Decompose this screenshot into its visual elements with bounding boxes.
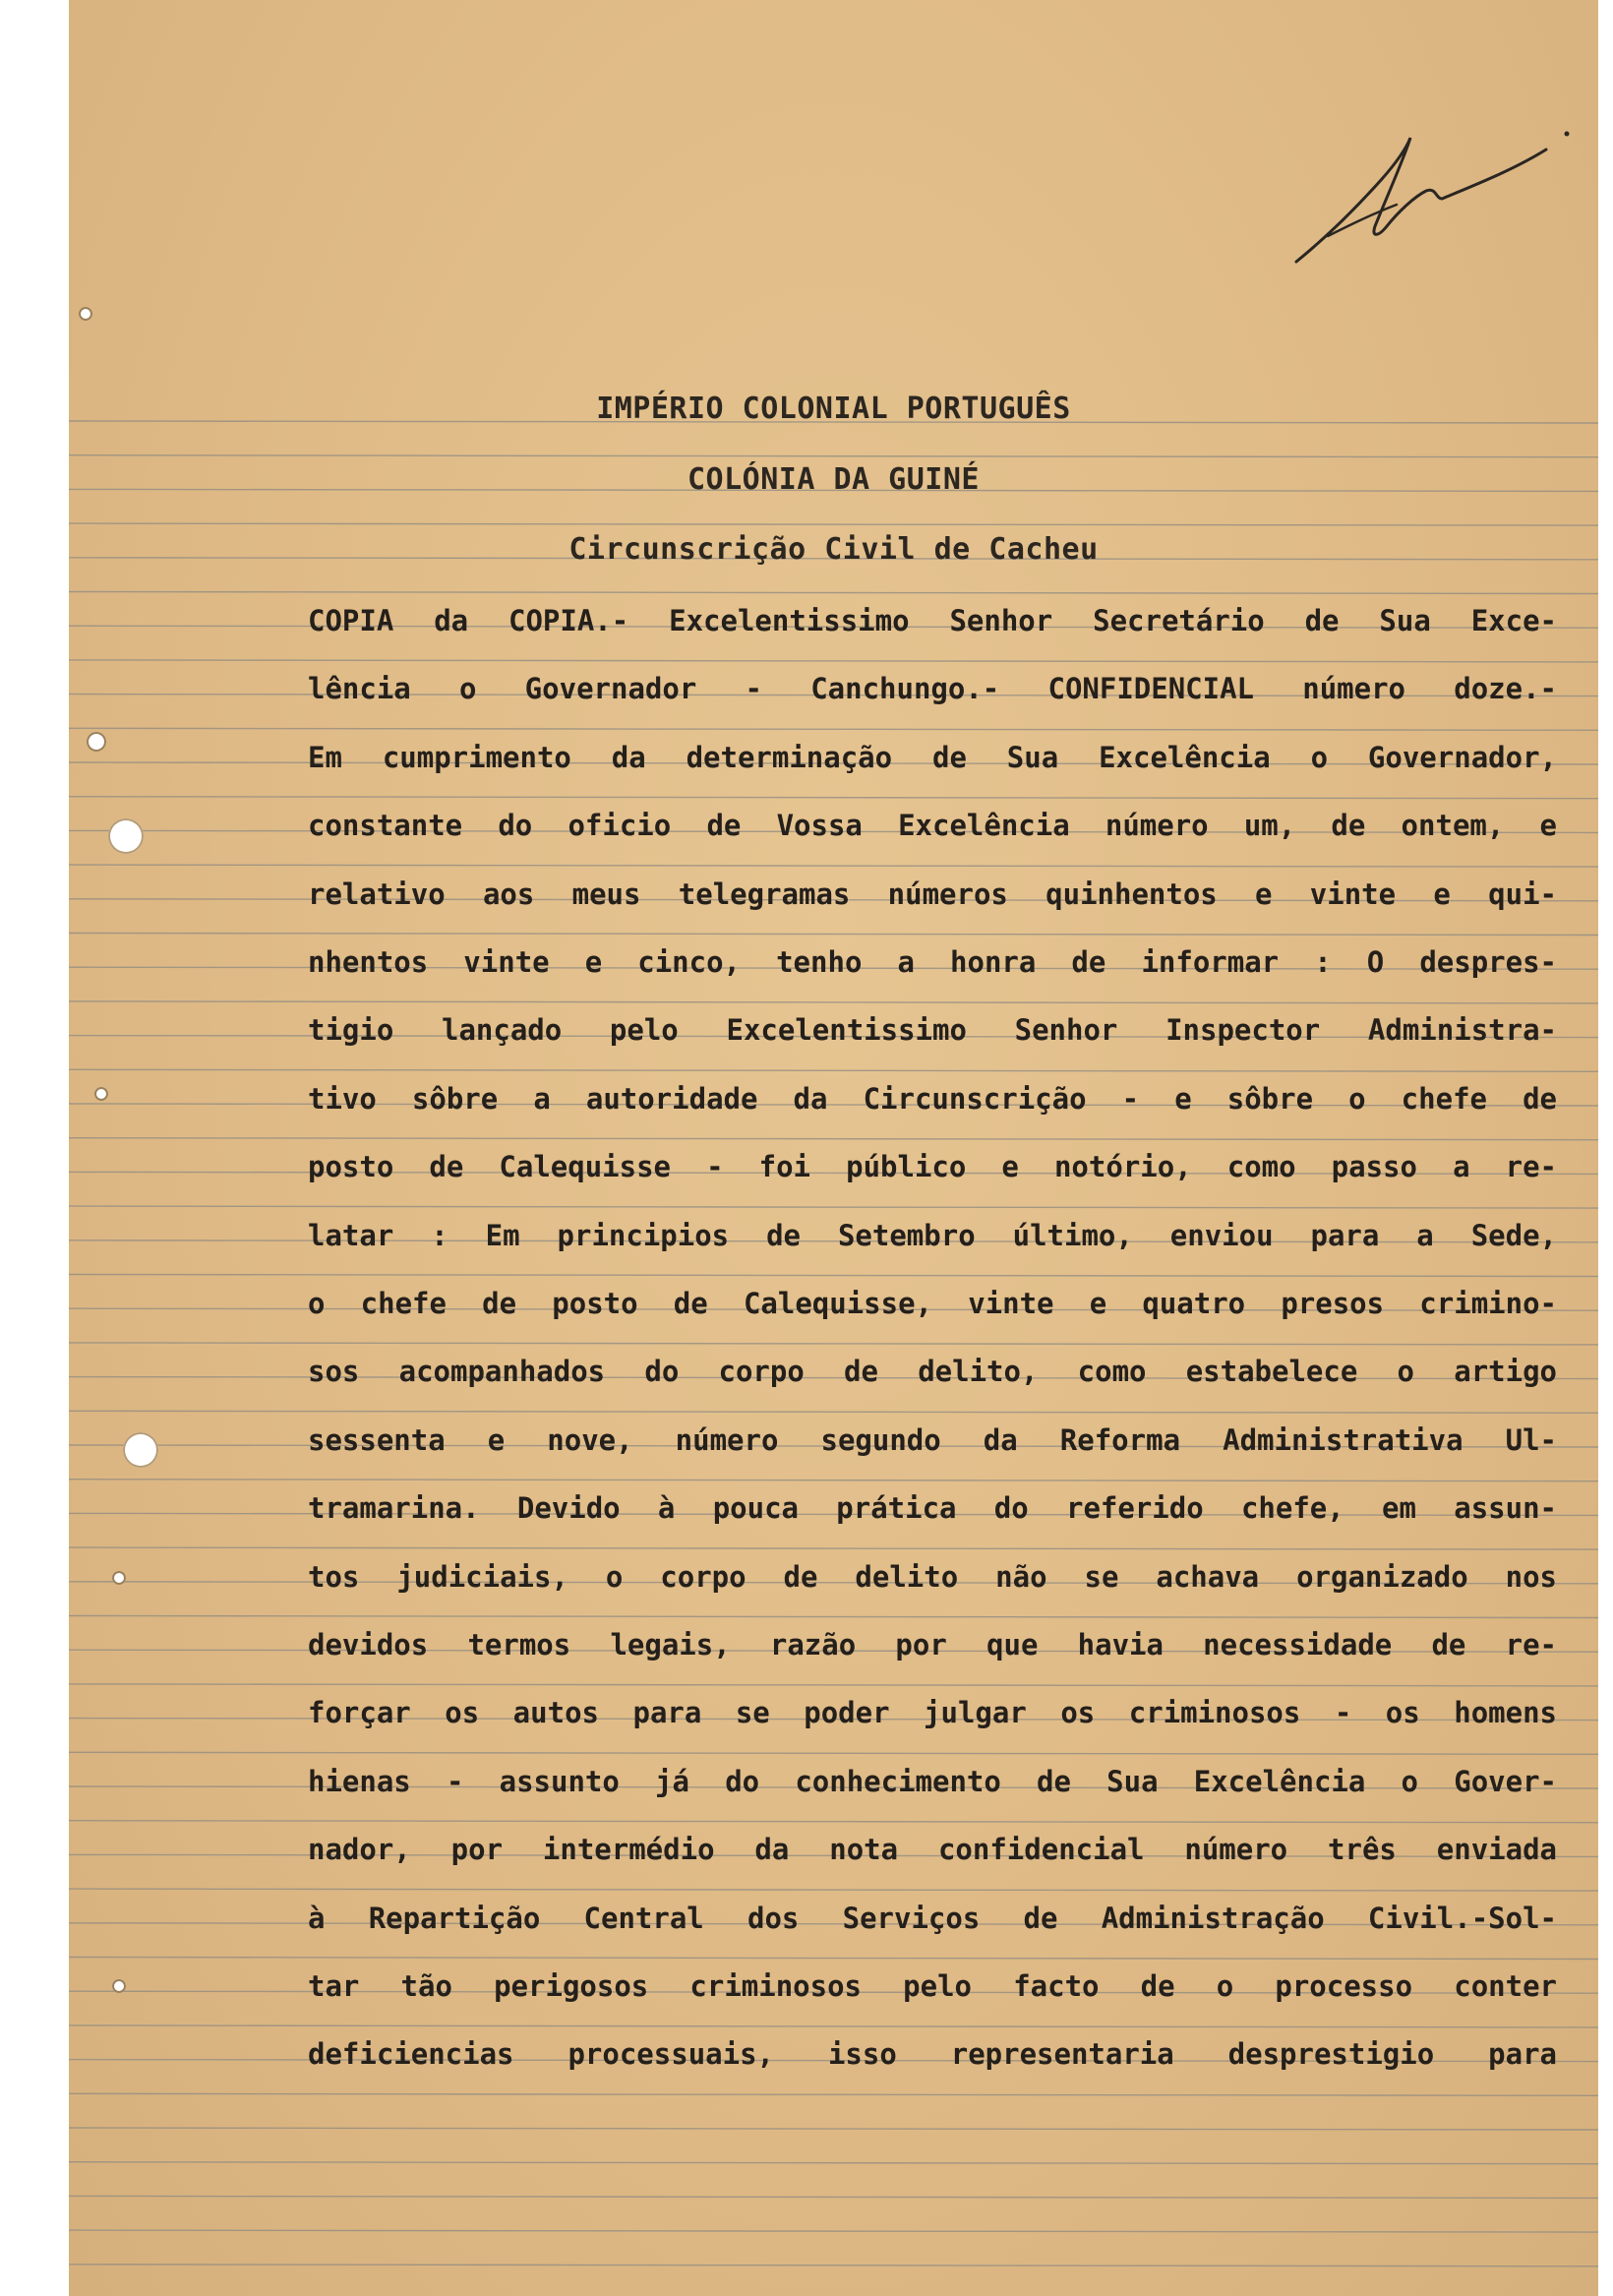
body-text-line: lência o Governador - Canchungo.- CONFIDENCIAL número doze.-	[308, 672, 1557, 706]
ruled-line	[69, 1206, 1598, 1208]
ruled-line	[69, 728, 1598, 730]
body-text-line: devidos termos legais, razão por que havia necessidade de re-	[308, 1628, 1557, 1662]
body-text-line: tar tão perigosos criminosos pelo facto de o processo conter	[308, 1969, 1557, 2003]
ruled-line	[69, 1480, 1598, 1481]
ruled-line	[69, 2196, 1598, 2198]
body-text-line: à Repartição Central dos Serviços de Administração Civil.-Sol-	[308, 1901, 1557, 1935]
ruled-line	[69, 660, 1598, 662]
ruled-line	[69, 1752, 1598, 1754]
ruled-line	[69, 797, 1598, 799]
body-text-line: deficiencias processuais, isso representaria desprestigio para	[308, 2037, 1557, 2072]
body-text-line: tos judiciais, o corpo de delito não se achava organizado nos	[308, 1559, 1557, 1594]
body-text-line: o chefe de posto de Calequisse, vinte e quatro presos crimino-	[308, 1287, 1557, 1320]
ruled-line	[69, 2265, 1598, 2266]
document-page	[69, 0, 1598, 2296]
header-circumscription: Circunscrição Civil de Cacheu	[568, 532, 1099, 567]
ruled-line	[69, 2162, 1598, 2164]
body-text-line: tivo sôbre a autoridade da Circunscrição - e sôbre o chefe de	[308, 1081, 1557, 1116]
body-text-line: COPIA da COPIA.- Excelentissimo Senhor Secretário de Sua Exce-	[308, 604, 1557, 637]
punch-hole-3	[108, 818, 144, 854]
body-text-line: posto de Calequisse - foi público e notório, como passo a re-	[308, 1150, 1557, 1184]
ruled-line	[69, 455, 1598, 457]
ruled-line	[69, 2025, 1598, 2027]
ruled-line	[69, 1616, 1598, 1618]
punch-hole-5	[123, 1432, 158, 1468]
ruled-line	[69, 2093, 1598, 2095]
ruled-line	[69, 1138, 1598, 1140]
ruled-line	[69, 1684, 1598, 1686]
body-text-line: hienas - assunto já do conhecimento de Sua Excelência o Gover-	[308, 1764, 1557, 1798]
ruled-line	[69, 1547, 1598, 1549]
ruled-line	[69, 1821, 1598, 1823]
body-text-line: latar : Em principios de Setembro último, enviou para a Sede,	[308, 1218, 1557, 1252]
ruled-line	[69, 1343, 1598, 1345]
ruled-line	[69, 1958, 1598, 1960]
handwritten-signature	[1288, 89, 1583, 275]
body-text-line: Em cumprimento da determinação de Sua Excelência o Governador,	[308, 740, 1557, 774]
header-empire: IMPÉRIO COLONIAL PORTUGUÊS	[596, 392, 1071, 426]
ruled-line	[69, 934, 1598, 936]
body-text-line: sos acompanhados do corpo de delito, como estabelece o artigo	[308, 1355, 1557, 1389]
ruled-line	[69, 2128, 1598, 2130]
punch-hole-7	[112, 1979, 126, 1993]
ruled-line	[69, 1001, 1598, 1003]
body-text-line: sessenta e nove, número segundo da Reforma Administrativa Ul-	[308, 1422, 1557, 1457]
punch-hole-6	[112, 1571, 126, 1585]
ruled-lines	[69, 0, 1598, 2296]
body-text-line: constante do oficio de Vossa Excelência número um, de ontem, e	[308, 809, 1557, 843]
punch-hole-4	[94, 1087, 108, 1101]
ruled-line	[69, 865, 1598, 867]
ruled-line	[69, 1889, 1598, 1891]
body-text-line: nador, por intermédio da nota confidencial número três enviada	[308, 1833, 1557, 1867]
punch-hole-top	[79, 307, 92, 321]
ruled-line	[69, 592, 1598, 594]
ruled-line	[69, 1275, 1598, 1277]
punch-hole-2	[87, 732, 106, 752]
body-text-line: tramarina. Devido à pouca prática do referido chefe, em assun-	[308, 1491, 1557, 1526]
body-text-line: nhentos vinte e cinco, tenho a honra de informar : O despres-	[308, 945, 1557, 979]
ruled-line	[69, 1411, 1598, 1413]
body-text-line: relativo aos meus telegramas números quinhentos e vinte e qui-	[308, 876, 1557, 911]
header-colony: COLÓNIA DA GUINÉ	[687, 462, 980, 497]
ruled-line	[69, 2230, 1598, 2232]
body-text-line: forçar os autos para se poder julgar os criminosos - os homens	[308, 1696, 1557, 1730]
ruled-line	[69, 1069, 1598, 1071]
body-text-line: tigio lançado pelo Excelentissimo Senhor Inspector Administra-	[308, 1013, 1557, 1048]
ruled-line	[69, 523, 1598, 525]
